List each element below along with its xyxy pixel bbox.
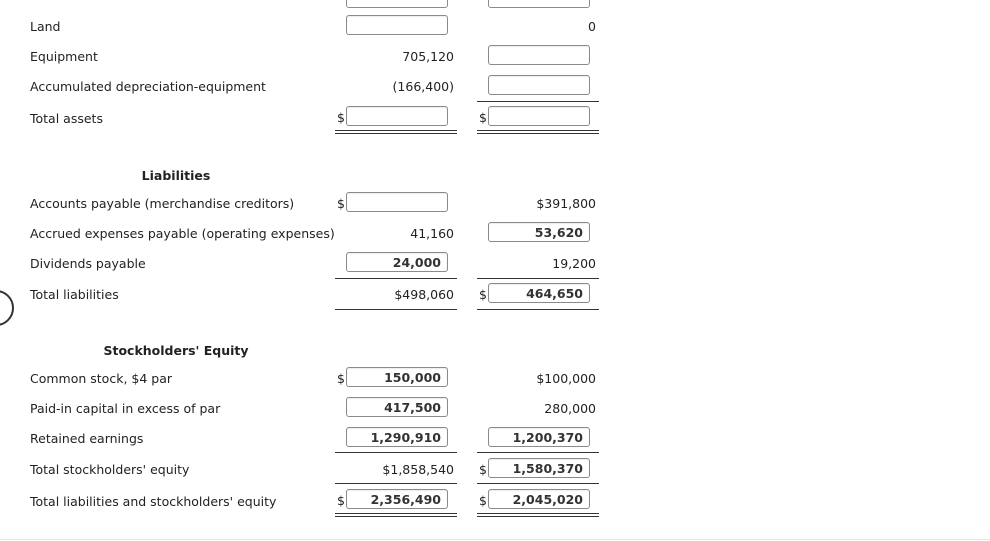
total-equity-current-rule: [335, 483, 457, 484]
equity-current-subtotal-rule: [335, 452, 457, 453]
liabilities-heading: Liabilities: [141, 168, 211, 183]
equity-prior-subtotal-rule: [477, 452, 599, 453]
land-prior-value: 0: [588, 19, 596, 34]
total-assets-prior-input[interactable]: [488, 106, 590, 126]
equipment-prior-input[interactable]: [488, 45, 590, 65]
retained-earnings-prior-input[interactable]: 1,200,370: [488, 427, 590, 447]
accum-dep-prior-input[interactable]: [488, 75, 590, 95]
accrued-expenses-label: Accrued expenses payable (operating expenses): [30, 226, 335, 241]
accum-dep-label: Accumulated depreciation-equipment: [30, 79, 266, 94]
common-stock-current-input[interactable]: 150,000: [346, 367, 448, 387]
investments-prior-input[interactable]: [488, 0, 590, 8]
liabilities-prior-subtotal-rule: [477, 278, 599, 279]
common-stock-prior-value: $100,000: [536, 371, 596, 386]
equity-heading: Stockholders' Equity: [103, 343, 249, 358]
total-equity-prior-dollar: $: [479, 462, 487, 477]
total-le-prior-double-rule: [477, 513, 599, 517]
total-le-current-dollar: $: [337, 493, 345, 508]
total-le-current-input[interactable]: 2,356,490: [346, 489, 448, 509]
assets-prior-subtotal-rule: [477, 101, 599, 102]
paid-in-current-input[interactable]: 417,500: [346, 397, 448, 417]
accrued-expenses-current-value: 41,160: [410, 226, 454, 241]
total-assets-label: Total assets: [30, 111, 103, 126]
accounts-payable-label: Accounts payable (merchandise creditors): [30, 196, 295, 211]
dividends-payable-current-input[interactable]: 24,000: [346, 252, 448, 272]
accounts-payable-current-input[interactable]: [346, 192, 448, 212]
retained-earnings-label: Retained earnings: [30, 431, 144, 446]
accounts-payable-prior-value: $391,800: [536, 196, 596, 211]
total-equity-current-value: $1,858,540: [382, 462, 454, 477]
total-assets-current-input[interactable]: [346, 106, 448, 126]
total-assets-current-dollar: $: [337, 110, 345, 125]
total-equity-label: Total stockholders' equity: [30, 462, 190, 477]
scroll-nav-circle-button[interactable]: [0, 290, 14, 326]
retained-earnings-current-input[interactable]: 1,290,910: [346, 427, 448, 447]
total-assets-current-double-rule: [335, 130, 457, 134]
total-le-prior-dollar: $: [479, 493, 487, 508]
land-current-input[interactable]: [346, 15, 448, 35]
accrued-expenses-prior-input[interactable]: 53,620: [488, 222, 590, 242]
accounts-payable-current-dollar: $: [337, 196, 345, 211]
common-stock-current-dollar: $: [337, 371, 345, 386]
equipment-current-value: 705,120: [402, 49, 454, 64]
dividends-payable-prior-value: 19,200: [552, 256, 596, 271]
total-liabilities-label: Total liabilities: [30, 287, 119, 302]
accum-dep-current-value: (166,400): [392, 79, 454, 94]
land-label: Land: [30, 19, 61, 34]
total-liabilities-prior-dollar: $: [479, 287, 487, 302]
page-bottom-border: [0, 539, 990, 540]
total-liabilities-current-value: $498,060: [394, 287, 454, 302]
investments-current-input[interactable]: [346, 0, 448, 8]
common-stock-label: Common stock, $4 par: [30, 371, 173, 386]
paid-in-prior-value: 280,000: [544, 401, 596, 416]
equipment-label: Equipment: [30, 49, 98, 64]
total-assets-prior-double-rule: [477, 130, 599, 134]
total-le-label: Total liabilities and stockholders' equity: [30, 494, 277, 509]
liabilities-current-subtotal-rule: [335, 278, 457, 279]
total-assets-prior-dollar: $: [479, 110, 487, 125]
dividends-payable-label: Dividends payable: [30, 256, 146, 271]
total-equity-prior-rule: [477, 483, 599, 484]
total-liabilities-prior-input[interactable]: 464,650: [488, 283, 590, 303]
total-le-current-double-rule: [335, 513, 457, 517]
total-liabilities-prior-rule: [477, 309, 599, 310]
paid-in-label: Paid-in capital in excess of par: [30, 401, 221, 416]
total-equity-prior-input[interactable]: 1,580,370: [488, 458, 590, 478]
total-le-prior-input[interactable]: 2,045,020: [488, 489, 590, 509]
total-liabilities-current-rule: [335, 309, 457, 310]
